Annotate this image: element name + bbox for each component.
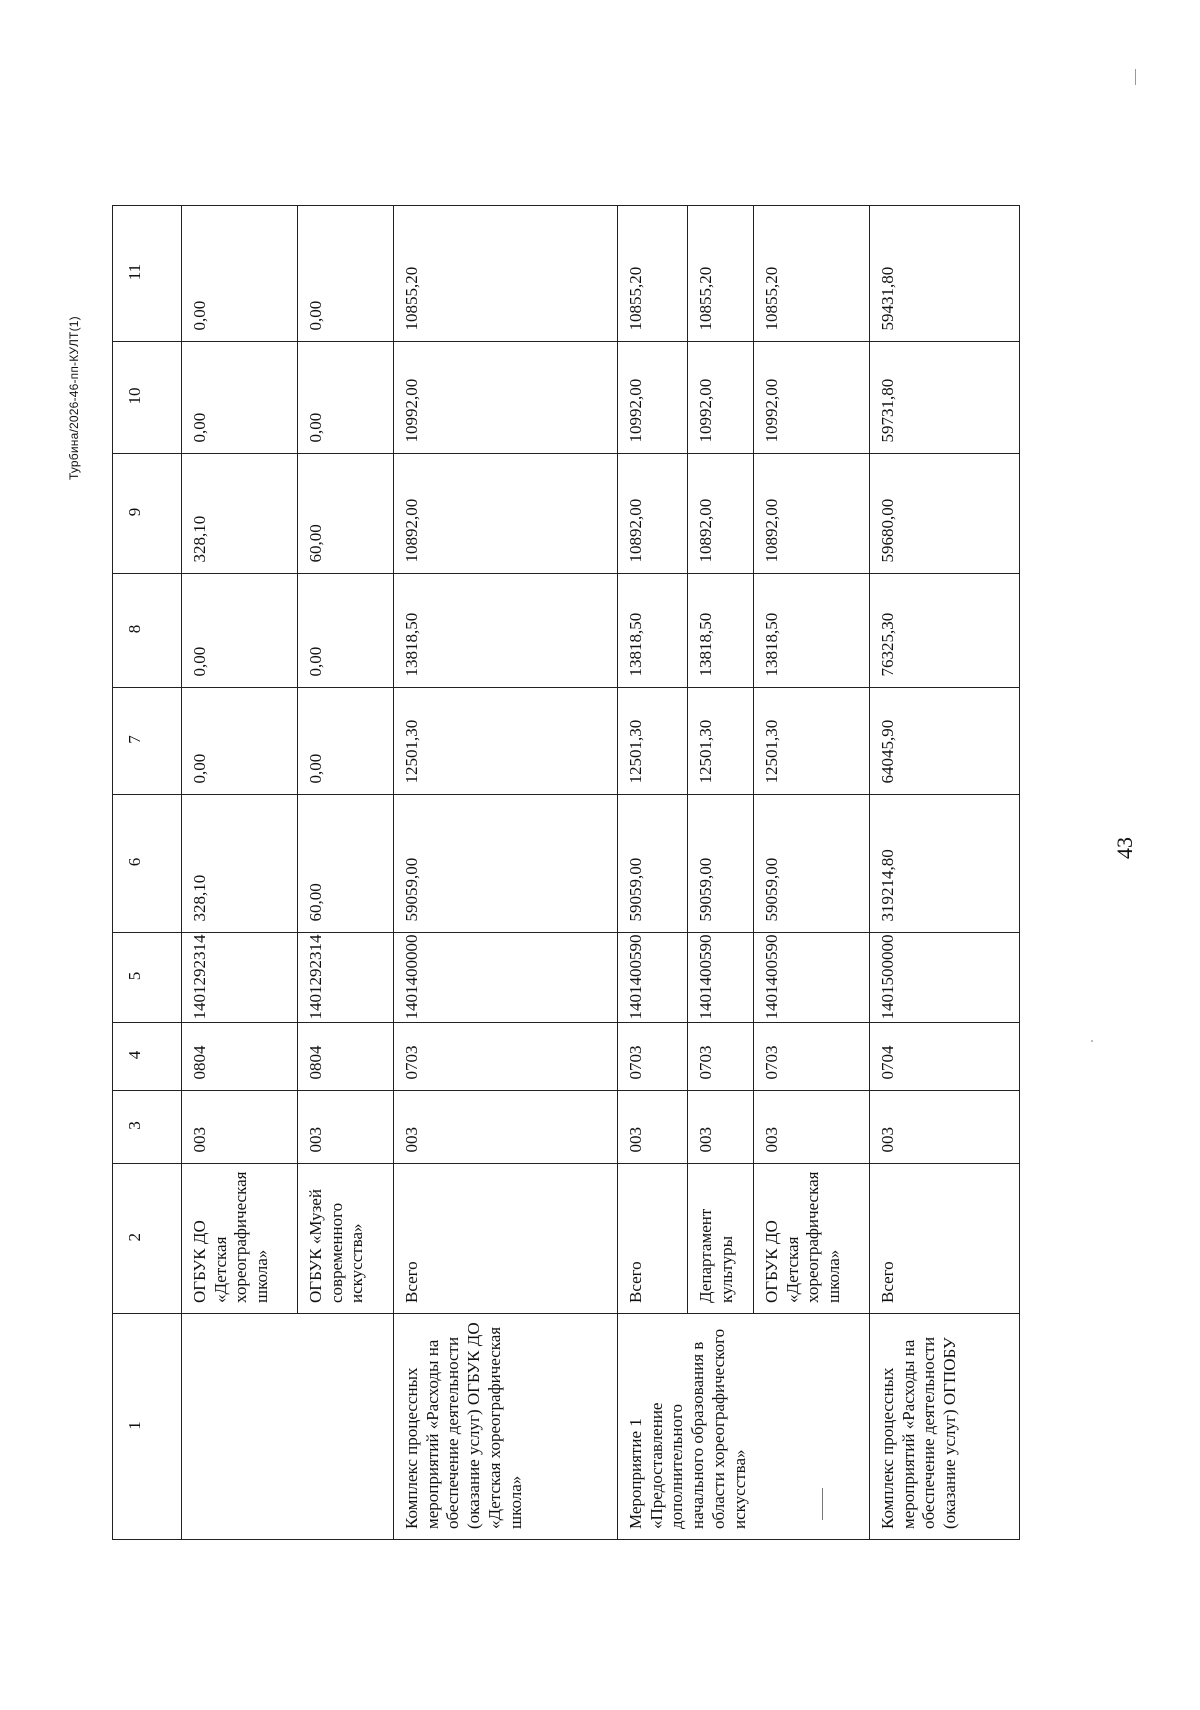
value-cell: 10855,20	[618, 205, 688, 341]
value-cell: 10855,20	[754, 205, 870, 341]
kbk-cell: 1401400000	[394, 932, 618, 1022]
code-cell: 0703	[394, 1022, 618, 1090]
kbk-cell: 1401400590	[688, 932, 754, 1022]
code-cell: 003	[394, 1090, 618, 1163]
value-cell: 0,00	[298, 687, 394, 794]
value-cell: 0,00	[298, 573, 394, 687]
value-cell: 0,00	[182, 573, 298, 687]
value-cell: 0,00	[182, 341, 298, 453]
table-row	[618, 205, 688, 1539]
column-header: 7	[113, 687, 182, 794]
measure-cell: Комплекс процессных мероприятий «Расходы на обеспечение деятельности (оказание услуг) ОГПОБУ	[870, 1314, 1020, 1540]
column-header: 5	[113, 932, 182, 1022]
value-cell: 10992,00	[618, 341, 688, 453]
kbk-cell: 1401292314	[298, 932, 394, 1022]
value-cell: 59731,80	[870, 341, 1020, 453]
document-code: Турбина/2026-46-пп-КУЛТ(1)	[67, 316, 81, 480]
budget-table	[112, 205, 1020, 1540]
value-cell: 0,00	[298, 205, 394, 341]
code-cell: 0704	[870, 1022, 1020, 1090]
value-cell: 0,00	[298, 341, 394, 453]
column-header: 6	[113, 794, 182, 932]
executor-cell: Всего	[870, 1163, 1020, 1313]
value-cell: 12501,30	[754, 687, 870, 794]
value-cell: 59059,00	[618, 794, 688, 932]
value-cell: 59059,00	[394, 794, 618, 932]
kbk-cell: 1401400590	[618, 932, 688, 1022]
value-cell: 12501,30	[688, 687, 754, 794]
table-row	[394, 205, 618, 1539]
executor-cell: ОГБУК ДО «Детская хореографическая школа»	[182, 1163, 298, 1313]
column-header: 11	[113, 205, 182, 341]
executor-cell: ОГБУК ДО «Детская хореографическая школа»	[754, 1163, 870, 1313]
code-cell: 0804	[298, 1022, 394, 1090]
value-cell: 0,00	[182, 205, 298, 341]
column-header: 2	[113, 1163, 182, 1313]
column-header: 9	[113, 453, 182, 573]
kbk-cell: 1401500000	[870, 932, 1020, 1022]
value-cell: 10892,00	[618, 453, 688, 573]
kbk-cell: 1401400590	[754, 932, 870, 1022]
code-cell: 003	[618, 1090, 688, 1163]
column-header: 1	[113, 1314, 182, 1540]
page-number: 43	[1112, 837, 1137, 859]
value-cell: 59431,80	[870, 205, 1020, 341]
value-cell: 10855,20	[688, 205, 754, 341]
value-cell: 10892,00	[754, 453, 870, 573]
scan-mark	[1135, 69, 1136, 85]
value-cell: 59680,00	[870, 453, 1020, 573]
measure-cell	[182, 1314, 394, 1540]
value-cell: 328,10	[182, 794, 298, 932]
executor-cell: Всего	[618, 1163, 688, 1313]
column-header: 8	[113, 573, 182, 687]
value-cell: 328,10	[182, 453, 298, 573]
value-cell: 319214,80	[870, 794, 1020, 932]
value-cell: 10992,00	[394, 341, 618, 453]
header-row	[113, 205, 182, 1539]
value-cell: 60,00	[298, 453, 394, 573]
column-header: 4	[113, 1022, 182, 1090]
code-cell: 003	[298, 1090, 394, 1163]
value-cell: 12501,30	[618, 687, 688, 794]
code-cell: 003	[182, 1090, 298, 1163]
column-header: 10	[113, 341, 182, 453]
value-cell: 59059,00	[754, 794, 870, 932]
code-cell: 0703	[754, 1022, 870, 1090]
code-cell: 0703	[688, 1022, 754, 1090]
value-cell: 10892,00	[688, 453, 754, 573]
value-cell: 0,00	[182, 687, 298, 794]
executor-cell: Всего	[394, 1163, 618, 1313]
value-cell: 76325,30	[870, 573, 1020, 687]
value-cell: 10992,00	[754, 341, 870, 453]
code-cell: 003	[870, 1090, 1020, 1163]
measure-cell: Комплекс процессных мероприятий «Расходы на обеспечение деятельности (оказание услуг) ОГБУК ДО «Детская хореографическая школа»	[394, 1314, 618, 1540]
code-cell: 003	[754, 1090, 870, 1163]
executor-cell: ОГБУК «Музей современного искусства»	[298, 1163, 394, 1313]
measure-cell: Мероприятие 1 «Предоставление дополнительного начального образования в области хореографического искусства»	[618, 1314, 870, 1540]
value-cell: 12501,30	[394, 687, 618, 794]
column-header: 3	[113, 1090, 182, 1163]
value-cell: 59059,00	[688, 794, 754, 932]
code-cell: 003	[688, 1090, 754, 1163]
value-cell: 10992,00	[688, 341, 754, 453]
code-cell: 0804	[182, 1022, 298, 1090]
value-cell: 13818,50	[754, 573, 870, 687]
value-cell: 13818,50	[618, 573, 688, 687]
table-row	[870, 205, 1020, 1539]
table-row	[182, 205, 298, 1539]
executor-cell: Департамент культуры	[688, 1163, 754, 1313]
value-cell: 10892,00	[394, 453, 618, 573]
kbk-cell: 1401292314	[182, 932, 298, 1022]
code-cell: 0703	[618, 1022, 688, 1090]
value-cell: 10855,20	[394, 205, 618, 341]
value-cell: 13818,50	[688, 573, 754, 687]
value-cell: 13818,50	[394, 573, 618, 687]
value-cell: 64045,90	[870, 687, 1020, 794]
value-cell: 60,00	[298, 794, 394, 932]
scan-mark	[1091, 1040, 1093, 1042]
